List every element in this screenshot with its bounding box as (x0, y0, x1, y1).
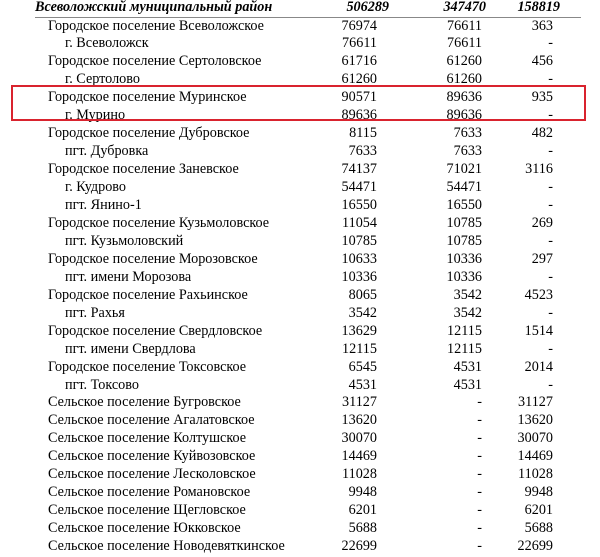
urban-value: 10336 (446, 250, 482, 267)
rural-value: - (548, 197, 553, 213)
rural-value: - (548, 304, 553, 321)
rural-value: 6201 (524, 502, 553, 519)
urban-value: 7633 (453, 125, 482, 142)
settlement-name: Сельское поселение Агалатовское (48, 412, 255, 429)
total-value: 3542 (348, 304, 377, 321)
urban-value: - (477, 430, 482, 447)
total-value: 11054 (342, 214, 377, 231)
total-value: 13620 (341, 412, 377, 429)
total-value: 506289 (346, 0, 389, 15)
settlement-name: Сельское поселение Новодевяткинское (48, 538, 285, 555)
urban-value: - (477, 448, 482, 465)
total-value: 10633 (341, 250, 377, 267)
total-value: 14469 (341, 448, 377, 465)
total-value: 11028 (342, 466, 377, 483)
urban-value: - (477, 394, 482, 411)
urban-value: 16550 (446, 197, 482, 213)
total-value: 13629 (341, 322, 377, 339)
table-row (0, 394, 600, 412)
rural-value: 4523 (524, 286, 553, 303)
settlement-name: Сельское поселение Колтушское (48, 430, 247, 447)
settlement-name: г. Мурино (65, 107, 126, 124)
rural-value: 31127 (518, 394, 553, 411)
urban-value: 10785 (446, 232, 482, 249)
total-value: 9948 (348, 484, 377, 501)
settlement-name: Сельское поселение Лесколовское (48, 466, 256, 483)
total-value: 5688 (348, 520, 377, 537)
rural-value: - (548, 340, 553, 357)
urban-value: 12115 (447, 322, 482, 339)
settlement-name: Городское поселение Токсовское (48, 358, 247, 375)
total-value: 31127 (342, 394, 377, 411)
table-row (0, 197, 600, 215)
urban-value: - (477, 502, 482, 519)
total-value: 90571 (341, 89, 377, 106)
rural-value: 297 (531, 250, 553, 267)
total-value: 10336 (341, 268, 377, 285)
rural-value: - (548, 107, 553, 124)
table-row (0, 305, 600, 323)
rural-value: - (548, 232, 553, 249)
rural-value: 22699 (517, 538, 553, 555)
table-row (0, 18, 600, 36)
table-row (0, 215, 600, 233)
settlement-name: Городское поселение Заневское (48, 161, 239, 178)
urban-value: 4531 (453, 376, 482, 393)
total-value: 12115 (342, 340, 377, 357)
settlement-name: Городское поселение Сертоловское (48, 53, 262, 70)
table-row (0, 233, 600, 251)
rural-value: - (548, 376, 553, 393)
settlement-name: пгт. Токсово (65, 376, 139, 393)
urban-value: 76611 (447, 17, 482, 34)
table-row (0, 430, 600, 448)
table-row (0, 448, 600, 466)
table-row (0, 269, 600, 287)
urban-value: - (477, 466, 482, 483)
settlement-name: пгт. Кузьмоловский (65, 232, 184, 249)
total-value: 8065 (348, 286, 377, 303)
urban-value: 4531 (453, 358, 482, 375)
settlement-name: пгт. имени Свердлова (65, 340, 196, 357)
rural-value: 935 (531, 89, 553, 106)
settlement-name: Городское поселение Рахьинское (48, 286, 248, 303)
header-rule (35, 17, 581, 18)
table-header-row (0, 0, 600, 17)
settlement-name: пгт. Рахья (65, 304, 125, 321)
table-row (0, 161, 600, 179)
total-value: 76974 (341, 17, 377, 34)
table-row (0, 484, 600, 502)
settlement-name: пгт. Янино-1 (65, 197, 142, 213)
table-row (0, 466, 600, 484)
urban-value: 7633 (453, 143, 482, 160)
settlement-name: пгт. Дубровка (65, 143, 149, 160)
rural-value: 2014 (524, 358, 553, 375)
settlement-name: Сельское поселение Юкковское (48, 520, 241, 537)
rural-value: 14469 (517, 448, 553, 465)
total-value: 4531 (348, 376, 377, 393)
table-row (0, 251, 600, 269)
rural-value: 363 (531, 17, 553, 34)
settlement-name: Сельское поселение Куйвозовское (48, 448, 256, 465)
settlement-name: пгт. имени Морозова (65, 268, 192, 285)
rural-value: 1514 (524, 322, 553, 339)
rural-value: - (548, 268, 553, 285)
rural-value: - (548, 35, 553, 52)
urban-value: - (477, 520, 482, 537)
rural-value: 9948 (524, 484, 553, 501)
rural-value: - (548, 179, 553, 196)
table-row (0, 359, 600, 377)
table-row (0, 377, 600, 395)
total-value: 22699 (341, 538, 377, 555)
urban-value: 347470 (443, 0, 486, 15)
table-row (0, 143, 600, 161)
rural-value: 11028 (518, 466, 553, 483)
rural-value: - (548, 143, 553, 160)
rural-value: 5688 (524, 520, 553, 537)
total-value: 6545 (348, 358, 377, 375)
settlement-name: Городское поселение Муринское (48, 89, 247, 106)
rural-value: 13620 (517, 412, 553, 429)
rural-value: 456 (531, 53, 553, 70)
urban-value: 3542 (453, 304, 482, 321)
urban-value: 71021 (446, 161, 482, 178)
settlement-name: Городское поселение Кузьмоловское (48, 214, 270, 231)
settlement-name: Городское поселение Всеволожское (48, 17, 264, 34)
urban-value: - (477, 412, 482, 429)
total-value: 16550 (341, 197, 377, 213)
rural-value: 158819 (517, 0, 560, 15)
urban-value: 12115 (447, 340, 482, 357)
urban-value: 10785 (446, 214, 482, 231)
table-row (0, 538, 600, 556)
urban-value: 61260 (446, 71, 482, 88)
settlement-name: Сельское поселение Бугровское (48, 394, 241, 411)
urban-value: 3542 (453, 286, 482, 303)
table-row (0, 53, 600, 71)
total-value: 76611 (342, 35, 377, 52)
table-row (0, 287, 600, 305)
table-row (0, 125, 600, 143)
settlement-name: г. Сертолово (65, 71, 140, 88)
table-row (0, 179, 600, 197)
rural-value: 3116 (525, 161, 553, 178)
total-value: 89636 (341, 107, 377, 124)
settlement-name: г. Всеволожск (65, 35, 149, 52)
total-value: 74137 (341, 161, 377, 178)
urban-value: - (477, 484, 482, 501)
total-value: 8115 (349, 125, 377, 142)
urban-value: 89636 (446, 89, 482, 106)
urban-value: 76611 (447, 35, 482, 52)
total-value: 7633 (348, 143, 377, 160)
table-row (0, 341, 600, 359)
rural-value: 269 (531, 214, 553, 231)
urban-value: - (477, 538, 482, 555)
total-value: 10785 (341, 232, 377, 249)
district-name: Всеволожский муниципальный район (35, 0, 273, 15)
settlement-name: г. Кудрово (65, 179, 127, 196)
settlement-name: Городское поселение Морозовское (48, 250, 258, 267)
rural-value: 30070 (517, 430, 553, 447)
total-value: 61260 (341, 71, 377, 88)
rural-value: - (548, 71, 553, 88)
table-row (0, 323, 600, 341)
urban-value: 54471 (446, 179, 482, 196)
settlement-name: Сельское поселение Романовское (48, 484, 251, 501)
rural-value: 482 (531, 125, 553, 142)
table-row (0, 502, 600, 520)
total-value: 54471 (341, 179, 377, 196)
urban-value: 61260 (446, 53, 482, 70)
urban-value: 10336 (446, 268, 482, 285)
total-value: 30070 (341, 430, 377, 447)
total-value: 6201 (348, 502, 377, 519)
settlement-name: Сельское поселение Щегловское (48, 502, 246, 519)
urban-value: 89636 (446, 107, 482, 124)
table-row (0, 35, 600, 53)
table-row (0, 520, 600, 538)
highlight-box (11, 85, 586, 121)
settlement-name: Городское поселение Свердловское (48, 322, 263, 339)
table-row (0, 412, 600, 430)
total-value: 61716 (341, 53, 377, 70)
settlement-name: Городское поселение Дубровское (48, 125, 250, 142)
